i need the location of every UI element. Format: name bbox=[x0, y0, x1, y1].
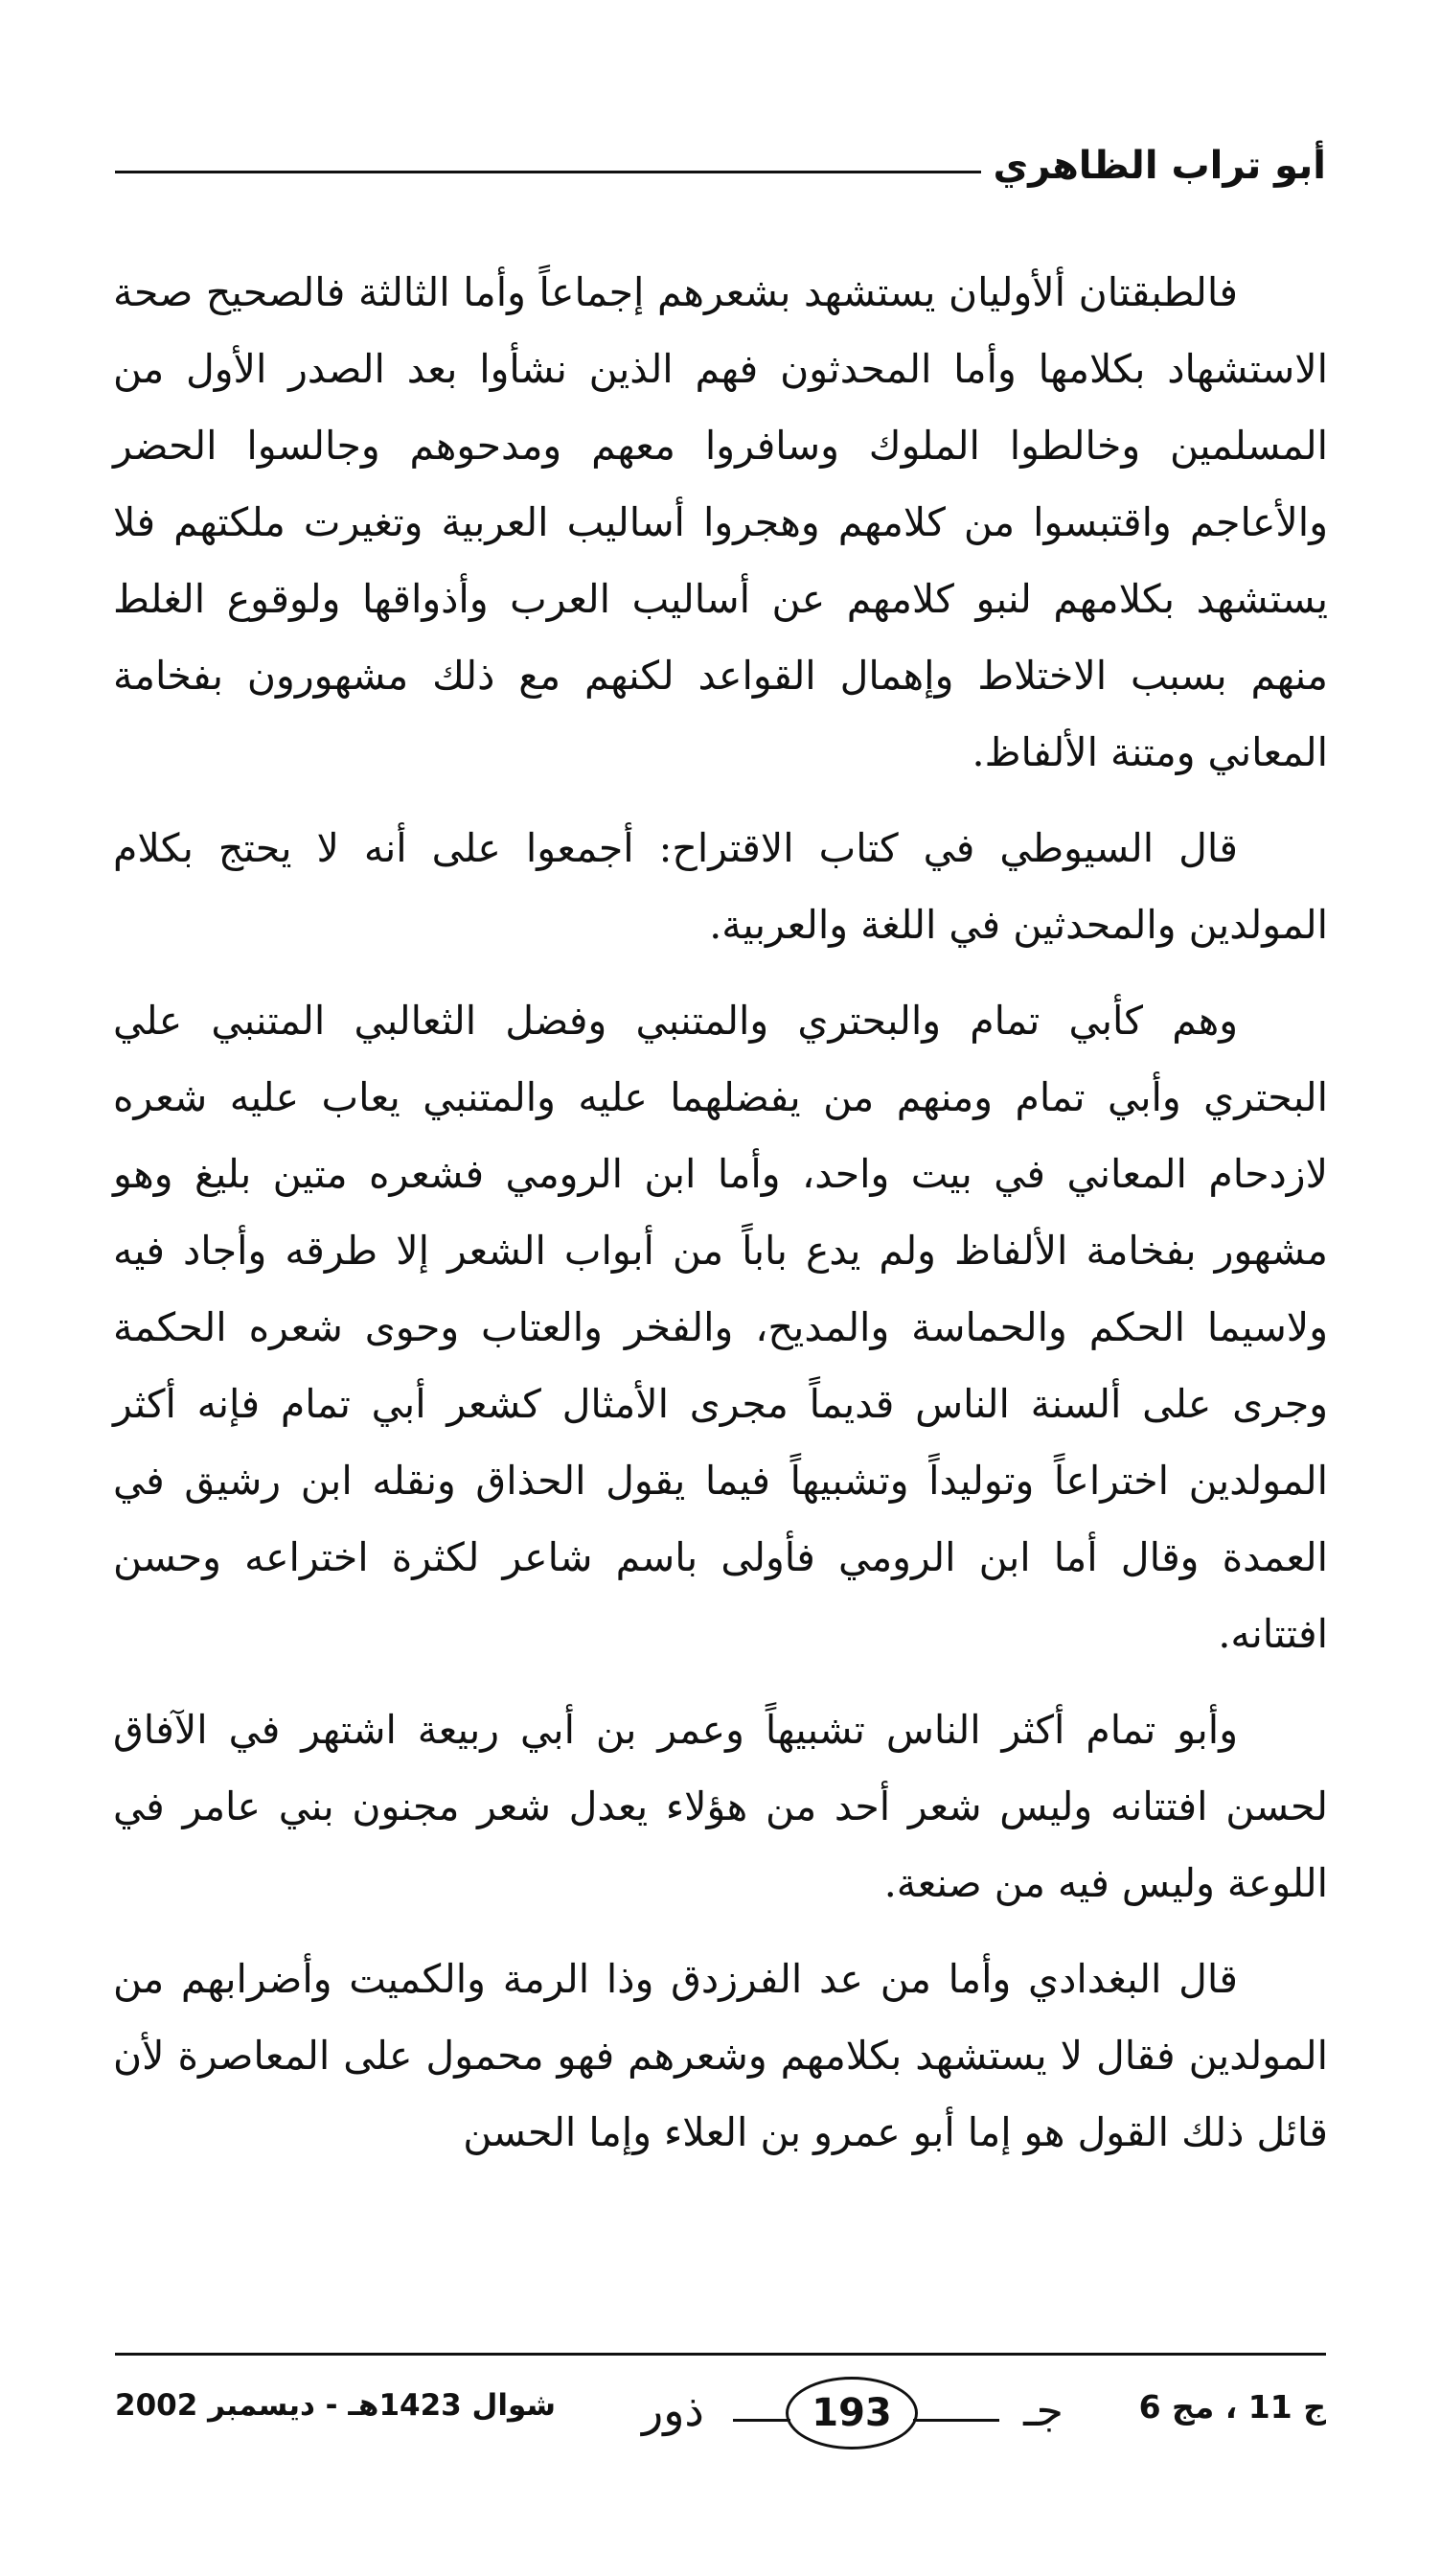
footer-rule bbox=[115, 2353, 1326, 2356]
issue-date: شوال 1423هـ - ديسمبر 2002 bbox=[115, 2388, 556, 2423]
paragraph: وهم كأبي تمام والبحتري والمتنبي وفضل الثعالبي المتنبي علي البحتري وأبي تمام ومنهم من يفضلهما عليه والمتنبي يعاب عليه شعره لازدحام المعاني في بيت واحد، وأما ابن الرومي فشعره متين بليغ وهو مشهور بفخامة الألفاظ ولم يدع باباً من أبواب الشعر إلا طرقه وأجاد فيه ولاسيما الحكم والحماسة والمديح، والفخر والعتاب وحوى شعره الحكمة وجرى على ألسنة الناس قديماً مجرى الأمثال كشعر أبي تمام فإنه أكثر المولدين اختراعاً وتوليداً وتشبيهاً فيما يقول الحذاق ونقله ابن رشيق في العمدة وقال أما ابن الرومي فأولى باسم شاعر لكثرة اختراعه وحسن افتتانه. bbox=[113, 998, 1328, 1657]
page-number: 193 bbox=[812, 2391, 892, 2435]
paragraph: قال البغدادي وأما من عد الفرزدق وذا الرمة والكميت وأضرابهم من المولدين فقال لا يستشهد بكلامهم وشعرهم فهو محمول على المعاصرة لأن قائل ذلك القول هو إما أبو عمرو بن العلاء وإما الحسن bbox=[113, 1956, 1328, 2155]
tatweel-line-left bbox=[733, 2419, 790, 2422]
journal-page-mark bbox=[642, 2377, 1064, 2453]
header-rule bbox=[115, 171, 981, 173]
volume-info: ج 11 ، مج 6 bbox=[1138, 2388, 1326, 2426]
paragraph: قال السيوطي في كتاب الاقتراح: أجمعوا على أنه لا يحتج بكلام المولدين والمحدثين في اللغة والعربية. bbox=[113, 825, 1328, 948]
paragraph: فالطبقتان ألأوليان يستشهد بشعرهم إجماعاً وأما الثالثة فالصحيح صحة الاستشهاد بكلامها وأما المحدثون فهم الذين نشأوا بعد الصدر الأول من المسلمين وخالطوا الملوك وسافروا معهم ومدحوهم وجالسوا الحضر والأعاجم واقتبسوا من كلامهم وهجروا أساليب العربية وتغيرت ملكتهم فلا يستشهد بكلامهم لنبو كلامهم عن أساليب العرب وأذواقها ولوقوع الغلط منهم بسبب الاختلاط وإهمال القواعد لكنهم مع ذلك مشهورون بفخامة المعاني ومتنة الألفاظ. bbox=[113, 269, 1328, 775]
author-name: أبو تراب الظاهري bbox=[993, 144, 1326, 188]
page-number-oval bbox=[786, 2377, 918, 2450]
paragraph: وأبو تمام أكثر الناس تشبيهاً وعمر بن أبي ربيعة اشتهر في الآفاق لحسن افتتانه وليس شعر أحد من هؤلاء يعدل شعر مجنون بني عامر في اللوعة وليس فيه من صنعة. bbox=[113, 1707, 1328, 1906]
journal-name-suffix: ذور bbox=[642, 2384, 704, 2436]
tatweel-line-right bbox=[913, 2419, 999, 2422]
page-footer bbox=[115, 2377, 1326, 2482]
running-header bbox=[115, 144, 1326, 201]
article-body bbox=[113, 254, 1328, 2190]
journal-name-prefix: جـ bbox=[1023, 2384, 1064, 2436]
